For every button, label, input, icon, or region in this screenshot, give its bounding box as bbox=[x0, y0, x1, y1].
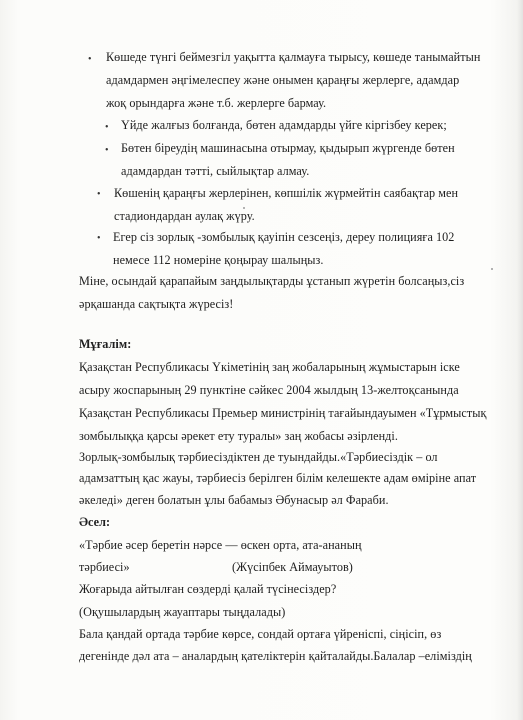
bullet-1-line-2: адамдармен әңгімелеспеу және онымен қараңғы жерлерге, адамдар bbox=[106, 73, 460, 87]
listening-line: (Оқушылардың жауаптары тыңдалады) bbox=[79, 605, 286, 619]
conclusion-line-2: әрқашанда сақтықта жүресіз! bbox=[79, 297, 234, 311]
bullet-1-line-3: жоқ орындарға және т.б. жерлерге бармау. bbox=[106, 96, 327, 110]
bullet-5-line-1: Егер сіз зорлық -зомбылық қауіпін сезсеңіз, дереу полицияға 102 bbox=[113, 230, 455, 244]
scan-edge-shadow bbox=[517, 0, 523, 720]
teacher-line-7: әкеледі» деген болатын ұлы бабамыз Әбунасыр әл Фараби. bbox=[79, 493, 389, 507]
teacher-line-2: асыру жоспарының 29 пунктіне сәйкес 2004 жылдың 13-желтоқсанында bbox=[79, 383, 459, 397]
bullet-5-line-2: немесе 112 номеріне қоңырау шалыңыз. bbox=[113, 253, 324, 267]
bullet-1-line-1: Көшеде түнгі беймезгіл уақытта қалмауға тырысу, көшеде танымайтын bbox=[106, 50, 481, 64]
quote-line-1: «Тәрбие әсер беретін нәрсе — өскен орта, ата-ананың bbox=[79, 538, 362, 552]
bullet-dot-icon: • bbox=[105, 122, 109, 133]
teacher-line-3: Қазақстан Республикасы Премьер министрінің тағайындауымен «Тұрмыстық bbox=[79, 406, 487, 420]
bullet-4-line-1: Көшенің қараңғы жерлерінен, көпшілік жүрмейтін саябақтар мен bbox=[114, 186, 459, 200]
bullet-dot-icon: • bbox=[105, 145, 109, 156]
teacher-line-6: адамзаттың қас жауы, тәрбиесіз берілген білім келешекте адам өміріне апат bbox=[79, 471, 477, 485]
scan-speck bbox=[491, 268, 493, 270]
teacher-line-5: Зорлық-зомбылық тәрбиесіздіктен де туындайды.«Тәрбиесіздік – ол bbox=[79, 450, 438, 464]
teacher-line-1: Қазақстан Республикасы Үкіметінің заң жобаларының жұмыстарын іске bbox=[79, 360, 460, 374]
scan-speck bbox=[243, 207, 245, 209]
bullet-3-line-2: адамдардан тәтті, сыйлықтар алмау. bbox=[121, 164, 310, 178]
bullet-dot-icon: • bbox=[97, 233, 101, 244]
quote-line-2: тәрбиесі» bbox=[79, 560, 130, 574]
closing-line-1: Бала қандай ортада тәрбие көрсе, сондай ортаға үйреніспі, сіңісіп, өз bbox=[79, 627, 442, 641]
teacher-line-4: зомбылыққа қарсы әрекет ету туралы» заң жобасы әзірленді. bbox=[79, 429, 398, 443]
bullet-dot-icon: • bbox=[88, 54, 92, 65]
closing-line-2: дегенінде дәл ата – аналардың қателіктерін қайталайды.Балалар –еліміздің bbox=[79, 649, 472, 663]
bullet-dot-icon: • bbox=[97, 189, 101, 200]
conclusion-line-1: Міне, осындай қарапайым заңдылықтарды ұстанып жүретін болсаңыз,сіз bbox=[79, 274, 465, 288]
question-line: Жоғарыда айтылған сөздерді қалай түсінесіздер? bbox=[79, 582, 337, 596]
bullet-3-line-1: Бөтен біреудің машинасына отырмау, қыдырып жүргенде бөтен bbox=[121, 141, 455, 155]
teacher-heading: Мұғалім: bbox=[79, 337, 132, 351]
presenter-heading: Әсел: bbox=[79, 515, 111, 529]
bullet-2-line-1: Үйде жалғыз болғанда, бөтен адамдарды үйге кіргізбеу керек; bbox=[121, 118, 447, 132]
quote-author: (Жүсіпбек Аймауытов) bbox=[232, 560, 353, 574]
bullet-4-line-2: стадиондардан аулақ жүру. bbox=[114, 209, 255, 223]
